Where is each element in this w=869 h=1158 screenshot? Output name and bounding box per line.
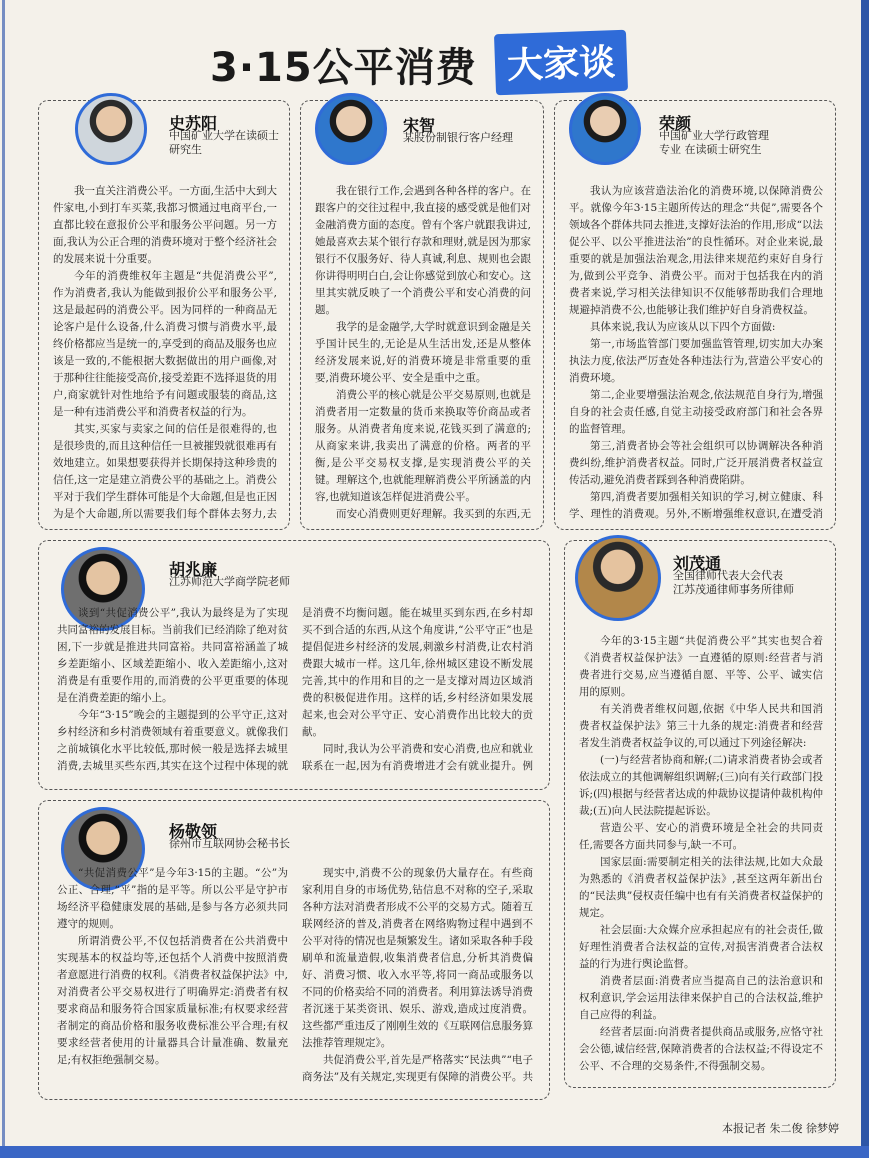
card-rong bbox=[554, 100, 836, 530]
paragraph: 第三,消费者协会等社会组织可以协调解决各种消费纠纷,维护消费者权益。同时,广泛开展消费者权益宣传活动,避免消费者踩到各种消费陷阱。 bbox=[569, 440, 823, 486]
paragraph: 营造公平、安心的消费环境是全社会的共同责任,需要各方面共同参与,缺一不可。 bbox=[579, 822, 823, 851]
paragraph: 我学的是金融学,大学时就意识到金融是关乎国计民生的,无论是从生活出发,还是从整体经济发展来说,好的消费环境是非常重要的重要,消费环境公平、安全是重中之重。 bbox=[315, 321, 531, 384]
person-title: 全国律师代表大会代表 江苏茂通律师事务所律师 bbox=[673, 569, 794, 596]
avatar-shi bbox=[75, 93, 147, 165]
paragraph: 同时,我认为公平消费和安心消费,也应和就业联系在一起,因为有消费增进才会有就业提升。例 bbox=[302, 743, 533, 772]
paragraph: 第四,消费者要加强相关知识的学习,树立健康、科学、理性的消费观。另外,不断增强维权意识,在遭受消 bbox=[569, 491, 823, 520]
paragraph: (一)与经营者协商和解;(二)请求消费者协会或者依法成立的其他调解组织调解;(三)向有关行政部门投诉;(四)根据与经营者达成的仲裁协议提请仲裁机构仲裁;(五)向人民法院提起诉讼。 bbox=[579, 754, 823, 817]
paragraph: 具体来说,我认为应该从以下四个方面做: bbox=[590, 321, 776, 333]
person-name: 荣颜 bbox=[659, 114, 692, 133]
article-body bbox=[57, 865, 533, 1091]
person-name: 宋智 bbox=[403, 116, 436, 135]
avatar-liu bbox=[575, 535, 661, 621]
paragraph: 消费公平的核心就是公平交易原则,也就是消费者用一定数量的货币来换取等价商品或者服务。从消费者角度来说,花钱买到了满意的;从商家来讲,我卖出了满意的价格。两者的平衡,是公平交易权支撑,是实现消费公平的关键。理解这个,也就能理解消费公平所涵盖的内容,也就知道该怎样促进消费公平。 bbox=[315, 389, 531, 503]
paragraph: 今年“3·15”晚会的主题提到的公平守正,这对乡村经济和乡村消费领域有着重要意义。就像我们之前城镇化水平比较低,那时候一般是选择去城里消费,去城里买些东西,其实在这个过程中体现的就是消费不均衡问题。能在城里买到东西,在乡村却买不到合适的东西,从这个角度讲,“公平守正”也是提倡促进乡村经济的发展,刺激乡村消费,让农村消费跟大城市一样。这几年,徐州城区建设不断发展完善,其中的作用和目的之一是支撑对周边区域消费的积极促进作用。这样的话,乡村经济如果发展起来,也会对公平守正、安心消费作出比较大的贡献。 bbox=[57, 607, 533, 772]
paragraph: 有关消费者维权问题,依据《中华人民共和国消费者权益保护法》第三十九条的规定:消费者和经营者发生消费者权益争议的,可以通过下列途径解决: bbox=[579, 703, 823, 749]
headline bbox=[210, 32, 640, 90]
paragraph: 谈到“共促消费公平”,我认为最终是为了实现共同富裕的发展目标。当前我们已经消除了绝对贫困,下一步就是推进共同富裕。共同富裕涵盖了城乡差距缩小、区域差距缩小、收入差距缩小,这对消费是有重要作用的,而消费的公平更重要的体现是在消费差距的缩小上。 bbox=[57, 607, 288, 704]
paragraph: 消费者层面:消费者应当提高自己的法治意识和权利意识,学会运用法律来保护自己的合法权益,维护自己应得的利益。 bbox=[579, 975, 823, 1021]
person-title: 中国矿业大学在读硕士 研究生 bbox=[169, 129, 279, 156]
paragraph: “共促消费公平”是今年3·15的主题。“公”为公正、合理,“平”指的是平等。所以公平是守护市场经济平稳健康发展的基础,是参与各方必须共同遵守的规则。 bbox=[57, 867, 288, 930]
card-hu bbox=[38, 540, 550, 790]
paragraph: 经营者层面:向消费者提供商品或服务,应恪守社会公德,诚信经营,保障消费者的合法权益;不得设定不公平、不合理的交易条件,不得强制交易。 bbox=[579, 1026, 823, 1072]
article-body bbox=[315, 183, 531, 523]
paragraph: 国家层面:需要制定相关的法律法规,比如大众最为熟悉的《消费者权益保护法》,甚至这两年新出台的“民法典”侵权责任编中也有有关消费者权益保护的规定。 bbox=[579, 856, 823, 919]
article-body bbox=[569, 183, 823, 523]
paragraph: 现实中,消费不公的现象仍大量存在。有些商家利用自身的市场优势,钻信息不对称的空子,采取各种方法对消费者形成不公平的交易方式。随着互联网经济的普及,消费者在网络购物过程中遇到不公平对待的情况也是频繁发生。诸如采取各种手段刷单和流量造假,收集消费者信息,分析其消费偏好、消费习惯、收入水平等,将同一商品或服务以不同的价格卖给不同的消费者。利用算法诱导消费者沉迷于某类资讯、娱乐、游戏,造成过度消费。这些都严重违反了刚刚生效的《互联网信息服务算法推荐管理规定》。 bbox=[302, 867, 533, 1049]
headline-main: 3·15公平消费 bbox=[210, 45, 477, 91]
left-edge-stripe bbox=[2, 0, 5, 1158]
person-title: 江苏师范大学商学院老师 bbox=[169, 575, 290, 588]
card-yang bbox=[38, 800, 550, 1100]
person-name: 刘茂通 bbox=[673, 554, 722, 573]
person-title: 徐州市互联网协会秘书长 bbox=[169, 837, 290, 850]
person-title: 中国矿业大学行政管理 专业 在读硕士研究生 bbox=[659, 129, 769, 156]
paragraph: 而安心消费则更好理解。我买到的东西,无 bbox=[336, 508, 531, 520]
right-edge-stripe bbox=[861, 0, 869, 1158]
article-body bbox=[53, 183, 277, 523]
card-shi bbox=[38, 100, 290, 530]
person-name: 胡兆廉 bbox=[169, 560, 218, 579]
paragraph: 我一直关注消费公平。一方面,生活中大到大件家电,小到打车买菜,我都习惯通过电商平台,一直都比较在意报价公平和服务公平问题。另一方面,我认为公正合理的消费环境对于整个经济社会的发展来说十分重要。 bbox=[53, 185, 277, 265]
paragraph: 其实,买家与卖家之间的信任是很难得的,也是很珍贵的,而且这种信任一旦被摧毁就很难再有效地建立。如果想要获得并长期保持这种珍贵的信任,这一定是建立消费公平的基础之上。消费公平对于我们学生群体可能是个大命题,但是也正因为是个大命题,所以需要我们每个群体去努力,去 bbox=[53, 423, 277, 520]
paragraph: 第二,企业要增强法治观念,依法规范自身行为,增强自身的社会责任感,自觉主动接受政府部门和社会各界的监督管理。 bbox=[569, 389, 823, 435]
paragraph: 今年的3·15主题“共促消费公平”其实也契合着《消费者权益保护法》一直遵循的原则:经营者与消费者进行交易,应当遵循自愿、平等、公平、诚实信用的原则。 bbox=[579, 635, 823, 698]
article-body bbox=[579, 633, 823, 1073]
avatar-rong bbox=[569, 93, 641, 165]
article-body bbox=[57, 605, 533, 781]
paragraph: 所谓消费公平,不仅包括消费者在公共消费中实现基本的权益均等,还包括个人消费中按照消费者意愿进行消费的权利。《消费者权益保护法》中,对消费者公平交易权进行了明确界定:消费者有权要求商品和服务符合国家质量标准;有权要求经营者制定的商品价格和服务收费标准公平合理;有权要求经营者使用的计量器具合计量准确、数量充足;有权拒绝强制交易。 bbox=[57, 935, 288, 1066]
paragraph: 共促消费公平,首先是严格落实“民法典”“电子商务法”及有关规定,实现更有保障的消费公平。共 bbox=[302, 1054, 533, 1083]
paragraph: 我认为应该营造法治化的消费环境,以保障消费公平。就像今年3·15主题所传达的理念“共促”,需要各个领域各个群体共同去推进,支撑好法治的作用,形成“以法促公平、以公平推进法治”的良性循环。对企业来说,最重要的就是加强法治观念,用法律来规范约束好自身行为,做到公平竞争、消费公平。而对于包括我在内的消费者来说,学习相关法律知识不仅能够帮助我们合理地规避掉消费不公,也能够让我们维护好自身消费权益。 bbox=[569, 185, 823, 316]
reporter-credit: 本报记者 朱二俊 徐梦婷 bbox=[722, 1122, 839, 1135]
headline-tag: 大家谈 bbox=[494, 30, 628, 96]
card-liu bbox=[564, 540, 836, 1088]
bottom-stripe bbox=[0, 1146, 869, 1158]
card-song bbox=[300, 100, 544, 530]
paragraph: 我在银行工作,会遇到各种各样的客户。在跟客户的交往过程中,我直接的感受就是他们对金融消费方面的态度。曾有个客户就跟我讲过,她最喜欢去某个银行存款和理财,就是因为那家银行不仅服务好、待人真诚,利息、规则也会跟你讲得明明白白,会让你感觉到放心和安心。这里其实就反映了一个消费公平和安心消费的问题。 bbox=[315, 185, 531, 316]
person-title: 某股份制银行客户经理 bbox=[403, 131, 513, 144]
paragraph: 社会层面:大众媒介应承担起应有的社会责任,做好理性消费者合法权益的宣传,对损害消费者合法权益的行为进行舆论监督。 bbox=[579, 924, 823, 970]
person-name: 杨敬领 bbox=[169, 822, 218, 841]
avatar-song bbox=[315, 93, 387, 165]
person-name: 史苏阳 bbox=[169, 114, 218, 133]
paragraph: 今年的消费维权年主题是“共促消费公平”,作为消费者,我认为能做到报价公平和服务公平,这是最起码的消费公平。因为同样的一种商品无论客户是什么设备,什么消费习惯与消费水平,最终价格都应当是统一的,享受到的商品及服务也应该是一致的,不能根据大数据做出的用户画像,对于那种往往能接受高价,接受差距不选择退货的用户,商家就针对性地给予有问题或服装的商品,这是一种有违消费公平和消费者权益的行为。 bbox=[53, 270, 277, 418]
paragraph: 第一,市场监管部门要加强监管管理,切实加大办案执法力度,依法严厉查处各种违法行为,营造公平安心的消费环境。 bbox=[569, 338, 823, 384]
